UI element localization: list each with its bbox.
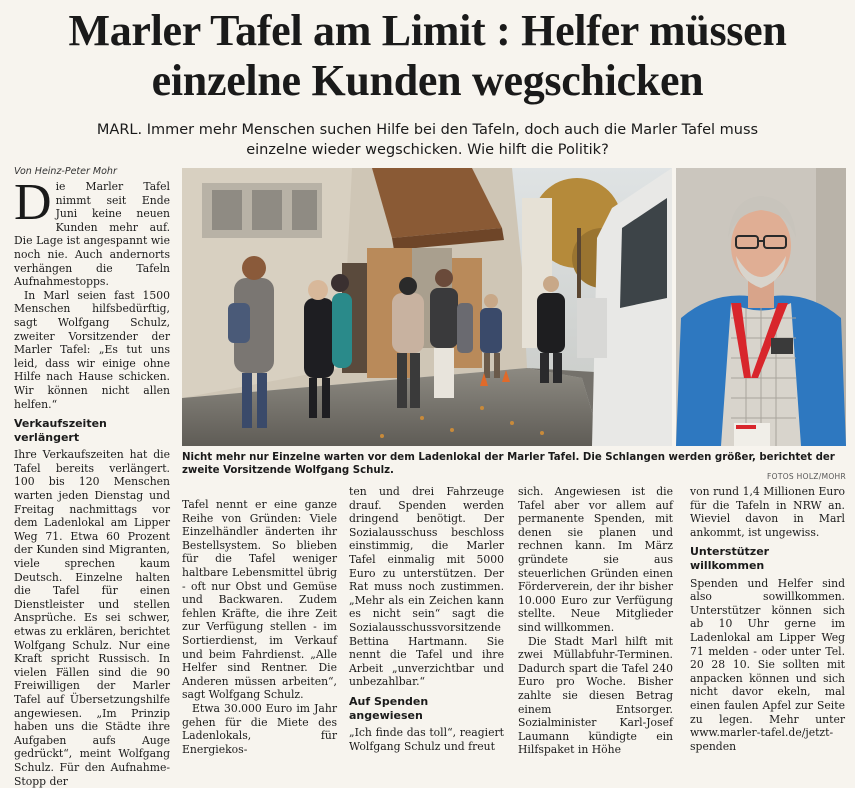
article-column-4: [518, 485, 673, 757]
paragraph: Ihre Verkaufszeiten hat die Tafel bereits verlängert. 100 bis 120 Menschen warten jeden Dienstag und Freitag nachmittags vor dem Ladenlokal am Lipper Weg 71. Etwa 60 Prozent der Kunden sind Migranten, viele sprechen kaum Deutsch. Einzelne halten die Tafel für einen Dienstleister und stellen Ansprüche. Es sei schwer, etwas zu erklären, berichtet Wolfgang Schulz. Nur eine Kraft spricht Russisch. In vielen Fällen sind die 90 Freiwilligen der Marler Tafel auf Übersetzungshilfe angewiesen. „Im Prinzip haben uns die Städte ihre Aufgaben aufs Auge gedrückt“, meint Wolfgang Schulz. Für den Aufnahme-Stopp der: [14, 448, 170, 788]
paragraph: „Ich finde das toll“, reagiert Wolfgang Schulz und freut: [349, 726, 504, 753]
subheadline: [70, 120, 785, 160]
paragraph: sich. Angewiesen ist die Tafel aber vor allem auf permanente Spenden, mit denen sie planen und rechnen kann. Im März gründete sie aus steuerlichen Gründen einen Förderverein, der ihr bisher 10.000 Euro zur Verfügung stellte. Neue Mitglieder sind willkommen.: [518, 485, 673, 634]
headline-line-1: Marler Tafel am Limit : Helfer müssen: [68, 6, 787, 55]
section-heading: Unterstützer willkommen: [690, 545, 770, 572]
article-column-3: [349, 485, 504, 753]
section-heading: Auf Spenden angewiesen: [349, 694, 429, 722]
subheadline-text: Immer mehr Menschen suchen Hilfe bei den Tafeln, doch auch die Marler Tafel muss einzelne wieder wegschicken. Wie hilft die Politik?: [146, 122, 759, 158]
paragraph: ie Marler Tafel nimmt seit Ende Juni keine neuen Kunden mehr auf. Die Lage ist angespannt wie noch nie. Auch andernorts verhängen die Tafeln Aufnahmestopps.: [14, 180, 170, 289]
paragraph: Spenden und Helfer sind also sowillkommen. Unterstützer können sich ab 10 Uhr gerne im Ladenlokal am Lipper Weg 71 melden - oder unter Tel. 20 28 10. Sie sollten mit anpacken können und sich nicht davor ekeln, mal einen faulen Apfel zur Seite zu legen. Mehr unter www.marler-tafel.de/jetzt-spenden: [690, 576, 845, 753]
paragraph: ten und drei Fahrzeuge drauf. Spenden werden dringend benötigt. Der Sozialausschuss beschloss einstimmig, die Marler Tafel einmalig mit 5000 Euro zu unterstützen. Der Rat muss noch zustimmen. „Mehr als ein Zeichen kann es nicht sein“ sagt die Sozialausschussvorsitzende Bettina Hartmann. Sie nennt die Tafel und ihre Arbeit „unverzichtbar und unbezahlbar.“: [349, 485, 504, 689]
dropcap: D: [14, 174, 52, 231]
article-column-5: [690, 485, 845, 753]
paragraph: Etwa 30.000 Euro im Jahr gehen für die Miete des Ladenlokals, für Energiekos-: [182, 701, 337, 756]
paragraph: Die Stadt Marl hilft mit zwei Müllabfuhr-Terminen. Dadurch spart die Tafel 240 Euro pro Woche. Bisher zahlte sie diesen Betrag einem Entsorger. Sozialminister Karl-Josef Laumann kündigte ein Hilfspaket in Höhe: [518, 634, 673, 757]
section-heading: Verkaufszeiten verlängert: [14, 417, 107, 444]
article-column-1: [14, 174, 170, 788]
photo-caption: Nicht mehr nur Einzelne warten vor dem Ladenlokal der Marler Tafel. Die Schlangen werden größer, berichtet der zweite Vorsitzende Wolfgang Schulz.: [182, 452, 835, 476]
portrait-photo: [676, 168, 846, 446]
headline-line-2: einzelne Kunden wegschicken: [151, 56, 704, 105]
queue-photo: [182, 168, 672, 446]
dateline: MARL.: [96, 122, 143, 138]
byline: Von Heinz-Peter Mohr: [14, 166, 117, 177]
article-column-2: [182, 498, 337, 756]
paragraph: In Marl seien fast 1500 Menschen hilfsbedürftig, sagt Wolfgang Schulz, zweiter Vorsitzender der Marler Tafel: „Es tut uns leid, dass wir einige ohne Hilfe nach Hause schicken. Wir können nicht allen helfen.“: [14, 288, 170, 411]
paragraph: von rund 1,4 Millionen Euro für die Tafeln in NRW an. Wieviel davon in Marl ankommt, ist ungewiss.: [690, 485, 845, 539]
photo-credit: FOTOS HOLZ/MOHR: [767, 472, 846, 481]
paragraph: Tafel nennt er eine ganze Reihe von Gründen: Viele Einzelhändler änderten ihr Bestellsystem. So blieben für die Tafel weniger haltbare Lebensmittel übrig - oft nur Obst und Gemüse und Backwaren. Zudem fehlen Kräfte, die ihre Zeit zur Verfügung stellen - im Sortierdienst, im Verkauf und beim Fahrdienst. „Alle Helfer sind Rentner. Die Anderen müssen arbeiten“, sagt Wolfgang Schulz.: [182, 498, 337, 702]
headline: [0, 6, 855, 106]
